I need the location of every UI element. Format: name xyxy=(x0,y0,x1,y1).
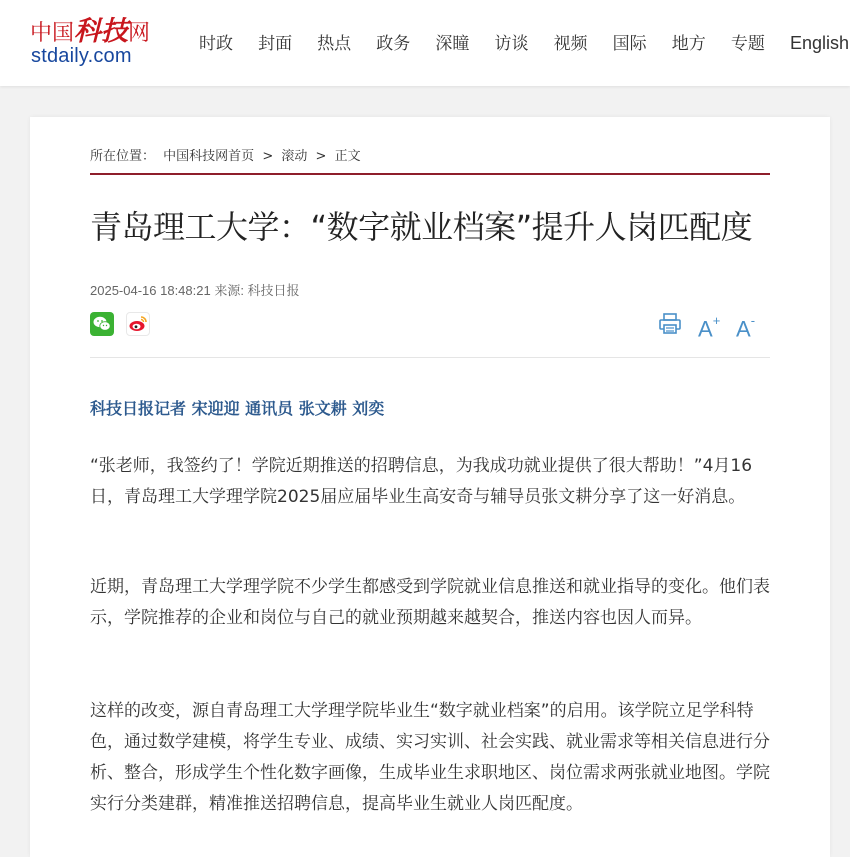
breadcrumb xyxy=(90,149,365,165)
article-meta: 2025-04-16 18:48:21 来源: 科技日报 xyxy=(90,283,300,298)
nav-item-zhengwu[interactable]: 政务 xyxy=(376,34,411,54)
nav-item-fangtan[interactable]: 访谈 xyxy=(494,34,529,54)
breadcrumb-current: 正文 xyxy=(334,149,361,164)
nav-item-shizheng[interactable]: 时政 xyxy=(199,34,233,54)
main-nav xyxy=(199,31,849,55)
wechat-share-button[interactable] xyxy=(90,312,114,336)
site-logo[interactable] xyxy=(30,18,160,68)
nav-item-fengmian[interactable]: 封面 xyxy=(258,34,293,54)
article-card xyxy=(30,117,830,857)
meta-divider xyxy=(90,357,770,358)
logo-zh-part3: 网 xyxy=(128,21,151,46)
font-decrease-button[interactable] xyxy=(736,310,762,342)
nav-item-shentong[interactable]: 深瞳 xyxy=(435,34,470,54)
wechat-icon xyxy=(90,312,114,336)
font-increase-sign: + xyxy=(712,313,721,328)
article-paragraph: 近期，青岛理工大学理学院不少学生都感受到学院就业信息推送和就业指导的变化。他们表示，学院推荐的企业和岗位与自己的就业预期越来越契合，推送内容也因人而异。 xyxy=(90,577,770,628)
print-button[interactable] xyxy=(658,310,682,338)
breadcrumb-prefix: 所在位置： xyxy=(90,149,156,164)
logo-zh-part1: 中国 xyxy=(30,21,75,46)
weibo-share-button[interactable] xyxy=(126,312,150,336)
article-paragraph: “张老师，我签约了！学院近期推送的招聘信息，为我成功就业提供了很大帮助！”4月16日，青岛理工大学理学院2025届应届毕业生高安奇与辅导员张文耕分享了这一好消息。 xyxy=(90,456,753,507)
nav-item-redian[interactable]: 热点 xyxy=(317,34,352,54)
logo-zh-part2: 科技 xyxy=(74,16,129,47)
breadcrumb-home-link[interactable]: 中国科技网首页 xyxy=(163,149,255,164)
print-icon xyxy=(658,310,682,338)
font-decrease-letter: A xyxy=(736,316,751,342)
nav-item-zhuanti[interactable]: 专题 xyxy=(730,34,765,54)
article-paragraph: 这样的改变，源自青岛理工大学理学院毕业生“数字就业档案”的启用。该学院立足学科特色，通过数学建模，将学生专业、成绩、实习实训、社会实践、就业需求等相关信息进行分析、整合，形成学生个性化数字画像，生成毕业生求职地区、岗位需求两张就业地图。学院实行分类建群，精准推送招聘信息，提高毕业生就业人岗匹配度。 xyxy=(90,701,770,814)
font-decrease-sign: - xyxy=(750,313,756,328)
site-header xyxy=(0,0,850,86)
breadcrumb-divider xyxy=(90,173,770,175)
font-increase-button[interactable] xyxy=(698,310,724,342)
font-increase-letter: A xyxy=(698,316,713,342)
article-title: 青岛理工大学：“数字就业档案”提升人岗匹配度 xyxy=(90,208,753,246)
nav-item-english[interactable]: English xyxy=(789,33,849,53)
author-line: 科技日报记者 宋迎迎 通讯员 张文耕 刘奕 xyxy=(90,399,385,418)
breadcrumb-section-link[interactable]: 滚动 xyxy=(281,149,308,164)
breadcrumb-separator: > xyxy=(315,149,327,164)
breadcrumb-separator: > xyxy=(262,149,274,164)
logo-english: stdaily.com xyxy=(31,45,132,67)
nav-item-shipin[interactable]: 视频 xyxy=(553,34,588,54)
weibo-icon xyxy=(127,313,149,335)
nav-item-difang[interactable]: 地方 xyxy=(671,34,706,54)
nav-item-guoji[interactable]: 国际 xyxy=(612,34,647,54)
